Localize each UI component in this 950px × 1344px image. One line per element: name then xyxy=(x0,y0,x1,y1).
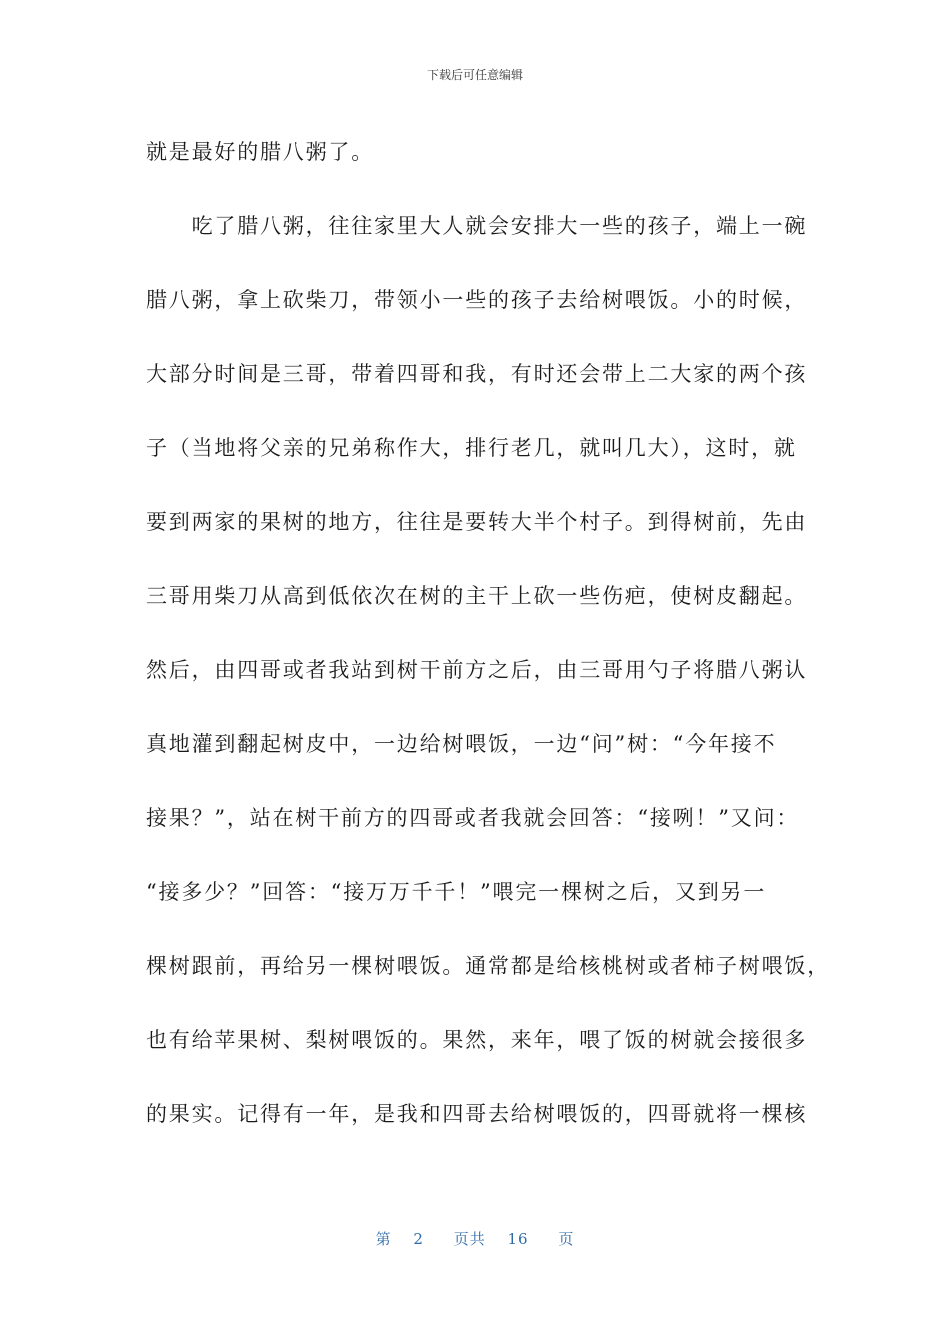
footer-prefix: 第 xyxy=(375,1230,392,1248)
text-line: 吃了腊八粥，往往家里大人就会安排大一些的孩子，端上一碗 xyxy=(146,214,808,238)
text-line: 要到两家的果树的地方，往往是要转大半个村子。到得树前，先由 xyxy=(146,510,808,534)
text-line: 三哥用柴刀从高到低依次在树的主干上砍一些伤疤，使树皮翻起。 xyxy=(146,584,808,608)
text-line: 真地灌到翻起树皮中，一边给树喂饭，一边“问”树：“今年接不 xyxy=(146,732,777,756)
text-line: 子（当地将父亲的兄弟称作大，排行老几，就叫几大），这时，就 xyxy=(146,436,797,460)
text-line: “接多少？”回答：“接万万千千！”喂完一棵树之后，又到另一 xyxy=(146,880,767,904)
footer-page-number: 2 xyxy=(413,1230,424,1248)
footer-total-pages: 16 xyxy=(507,1230,529,1248)
page-footer xyxy=(0,1228,950,1249)
text-line: 大部分时间是三哥，带着四哥和我，有时还会带上二大家的两个孩 xyxy=(146,362,808,386)
text-line: 棵树跟前，再给另一棵树喂饭。通常都是给核桃树或者柿子树喂饭， xyxy=(146,954,830,978)
text-line: 接果？”，站在树干前方的四哥或者我就会回答：“接咧！”又问： xyxy=(146,806,800,830)
text-line: 的果实。记得有一年，是我和四哥去给树喂饭的，四哥就将一棵核 xyxy=(146,1102,808,1126)
text-line: 也有给苹果树、梨树喂饭的。果然，来年，喂了饭的树就会接很多 xyxy=(146,1028,808,1052)
text-line: 就是最好的腊八粥了。 xyxy=(146,140,374,164)
page-header: 下载后可任意编辑 xyxy=(426,68,523,82)
footer-middle: 页共 xyxy=(453,1230,486,1248)
text-line: 腊八粥，拿上砍柴刀，带领小一些的孩子去给树喂饭。小的时候， xyxy=(146,288,808,312)
text-line: 然后，由四哥或者我站到树干前方之后，由三哥用勺子将腊八粥认 xyxy=(146,658,808,682)
footer-suffix: 页 xyxy=(558,1230,575,1248)
